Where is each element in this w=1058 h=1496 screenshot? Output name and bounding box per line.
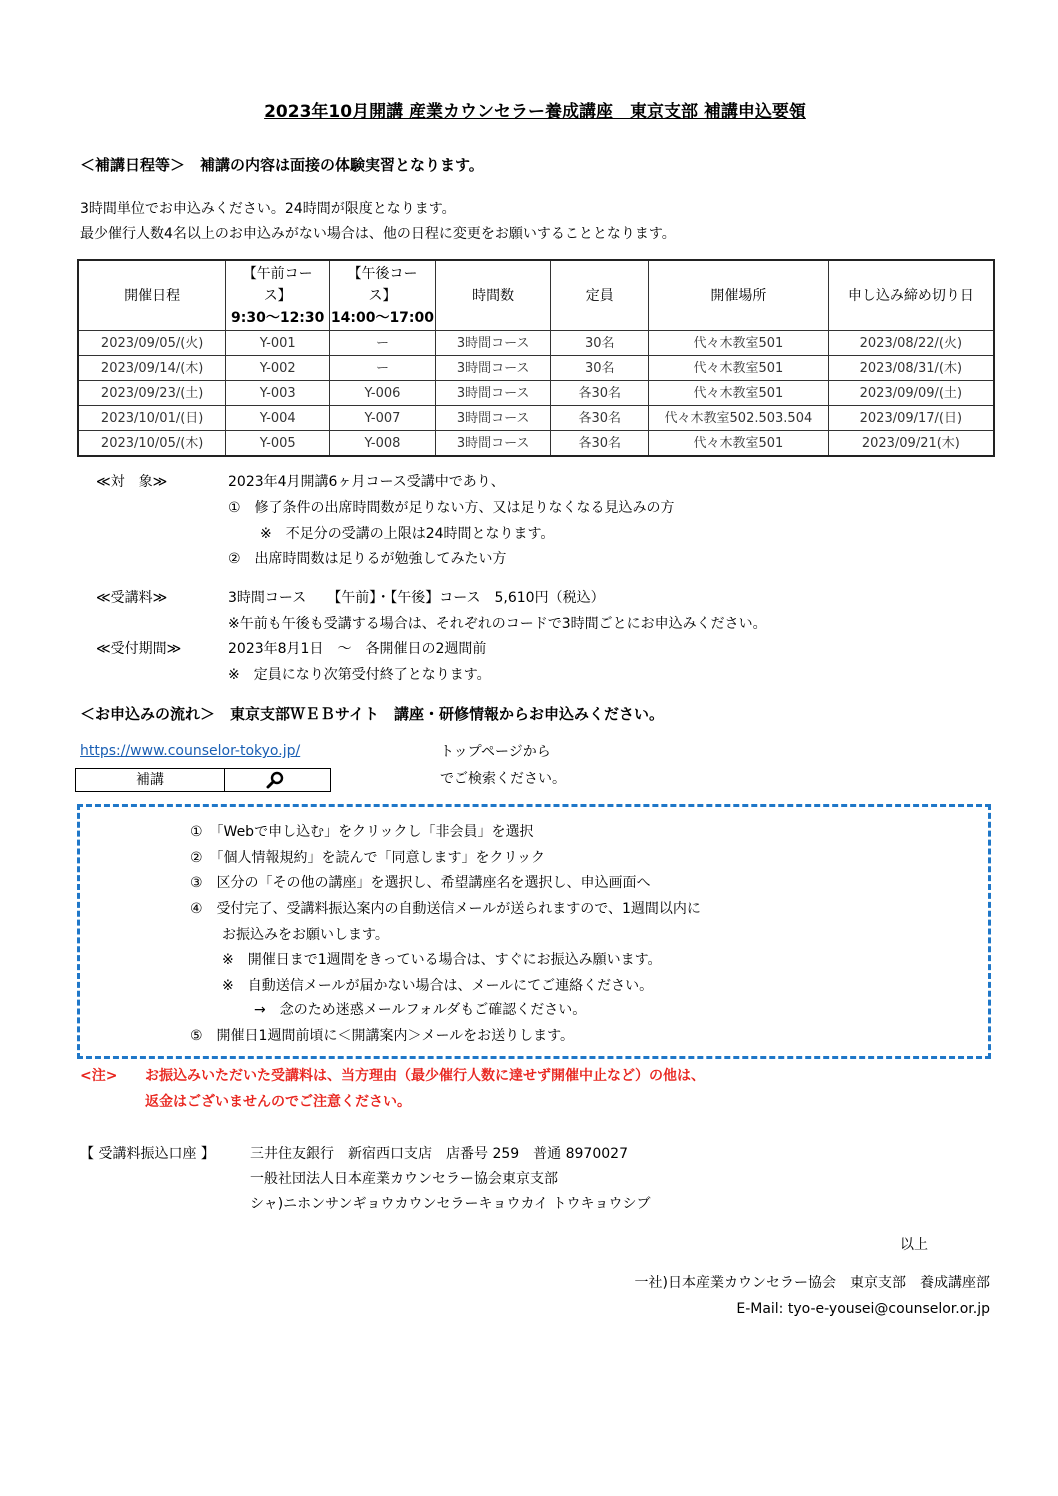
header-pm-line-1: 【午後コー — [347, 265, 418, 282]
cell-pm-code: ー — [330, 356, 436, 381]
schedule-table — [77, 259, 995, 457]
cell-date: 2023/10/05/(木) — [78, 431, 226, 457]
step-1: ① 「Webで申し込む」をクリックし「非会員」を選択 — [190, 824, 534, 840]
step-2: ② 「個人情報規約」を読んで「同意します」をクリック — [190, 850, 545, 866]
cell-venue: 代々木教室501 — [649, 431, 829, 457]
cell-deadline: 2023/09/09/(土) — [828, 381, 994, 406]
header-am-line-1: 【午前コー — [242, 265, 313, 282]
search-instruction: でご検索ください。 — [440, 771, 566, 787]
target-label: ≪対 象≫ — [96, 474, 168, 490]
flow-heading: ＜お申込みの流れ＞ 東京支部ＷＥＢサイト 講座・研修情報からお申込みください。 — [80, 705, 664, 723]
target-note: ※ 不足分の受講の上限は24時間となります。 — [260, 526, 555, 542]
search-keyword: 補講 — [76, 769, 225, 791]
header-hours: 時間数 — [435, 260, 551, 331]
step-4: ④ 受付完了、受講料振込案内の自動送信メールが送られますので、1週間以内に — [190, 901, 701, 917]
cell-capacity: 30名 — [551, 331, 649, 356]
cell-date: 2023/09/05/(火) — [78, 331, 226, 356]
cell-hours: 3時間コース — [435, 406, 551, 431]
bank-line-1: 三井住友銀行 新宿西口支店 店番号 259 普通 8970027 — [250, 1146, 628, 1162]
magnifier-icon[interactable] — [225, 769, 330, 791]
cell-am-code: Y-005 — [226, 431, 330, 457]
website-link[interactable]: https://www.counselor-tokyo.jp/ — [80, 743, 301, 759]
header-pm-course — [330, 260, 436, 331]
cell-pm-code: Y-006 — [330, 381, 436, 406]
step-4-continued: お振込みをお願いします。 — [222, 927, 389, 943]
step-3: ③ 区分の「その他の講座」を選択し、希望講座名を選択し、申込画面へ — [190, 875, 651, 891]
header-am-line-2: ス】 — [263, 287, 292, 304]
schedule-heading: ＜補講日程等＞ 補講の内容は面接の体験実習となります。 — [80, 156, 484, 174]
table-row — [78, 406, 994, 431]
target-item-1: ① 修了条件の出席時間数が足りない方、又は足りなくなる見込みの方 — [228, 500, 675, 516]
cell-venue: 代々木教室501 — [649, 331, 829, 356]
footer-email: E-Mail: tyo-e-yousei@counselor.or.jp — [736, 1301, 990, 1317]
intro-line-1: 3時間単位でお申込みください。24時間が限度となります。 — [80, 201, 456, 217]
cell-hours: 3時間コース — [435, 356, 551, 381]
top-page-text: トップページから — [440, 744, 551, 760]
cell-deadline: 2023/09/21(木) — [828, 431, 994, 457]
cell-venue: 代々木教室501 — [649, 381, 829, 406]
table-header-row — [78, 260, 994, 331]
intro-line-2: 最少催行人数4名以上のお申込みがない場合は、他の日程に変更をお願いすることとなります。 — [80, 226, 676, 242]
header-am-course — [226, 260, 330, 331]
application-steps-box — [77, 804, 991, 1059]
step-note-3: → 念のため迷惑メールフォルダもご確認ください。 — [254, 1002, 587, 1018]
table-row — [78, 331, 994, 356]
cell-date: 2023/09/14/(木) — [78, 356, 226, 381]
caution-line-2: 返金はございませんのでご注意ください。 — [145, 1094, 411, 1110]
closing-text: 以上 — [900, 1237, 928, 1253]
fee-line: 3時間コース 【午前】・【午後】コース 5,610円（税込） — [228, 590, 605, 606]
table-row — [78, 356, 994, 381]
cell-venue: 代々木教室501 — [649, 356, 829, 381]
bank-label: 【 受講料振込口座 】 — [80, 1146, 215, 1162]
cell-venue: 代々木教室502.503.504 — [649, 406, 829, 431]
table-row — [78, 381, 994, 406]
cell-deadline: 2023/09/17/(日) — [828, 406, 994, 431]
target-line: 2023年4月開講6ヶ月コース受講中であり、 — [228, 474, 505, 490]
cell-capacity: 各30名 — [551, 431, 649, 457]
page-title: 2023年10月開講 産業カウンセラー養成講座 東京支部 補講申込要領 — [264, 102, 806, 122]
step-note-2: ※ 自動送信メールが届かない場合は、メールにてご連絡ください。 — [222, 978, 654, 994]
cell-am-code: Y-003 — [226, 381, 330, 406]
cell-hours: 3時間コース — [435, 381, 551, 406]
cell-hours: 3時間コース — [435, 431, 551, 457]
header-deadline: 申し込み締め切り日 — [828, 260, 994, 331]
bank-line-3: シャ)ニホンサンギョウカウンセラーキョウカイ トウキョウシブ — [250, 1196, 651, 1212]
cell-deadline: 2023/08/22/(火) — [828, 331, 994, 356]
footer-organization: 一社)日本産業カウンセラー協会 東京支部 養成講座部 — [634, 1275, 990, 1291]
header-date: 開催日程 — [78, 260, 226, 331]
search-box[interactable] — [75, 768, 331, 792]
bank-line-2: 一般社団法人日本産業カウンセラー協会東京支部 — [250, 1171, 558, 1187]
cell-am-code: Y-002 — [226, 356, 330, 381]
cell-am-code: Y-001 — [226, 331, 330, 356]
cell-hours: 3時間コース — [435, 331, 551, 356]
cell-pm-code: ー — [330, 331, 436, 356]
caution-line-1: お振込みいただいた受講料は、当方理由（最少催行人数に達せず開催中止など）の他は、 — [145, 1068, 705, 1084]
table-row — [78, 431, 994, 457]
cell-pm-code: Y-007 — [330, 406, 436, 431]
cell-capacity: 各30名 — [551, 381, 649, 406]
cell-date: 2023/09/23/(土) — [78, 381, 226, 406]
header-pm-line-2: ス】 — [368, 287, 397, 304]
cell-capacity: 各30名 — [551, 406, 649, 431]
cell-capacity: 30名 — [551, 356, 649, 381]
header-am-time: 9:30～12:30 — [231, 309, 325, 326]
cell-am-code: Y-004 — [226, 406, 330, 431]
cell-date: 2023/10/01/(日) — [78, 406, 226, 431]
period-label: ≪受付期間≫ — [96, 641, 182, 657]
cell-pm-code: Y-008 — [330, 431, 436, 457]
target-item-2: ② 出席時間数は足りるが勉強してみたい方 — [228, 551, 507, 567]
caution-label: <注> — [80, 1068, 118, 1084]
cell-deadline: 2023/08/31/(木) — [828, 356, 994, 381]
step-note-1: ※ 開催日まで1週間をきっている場合は、すぐにお振込み願います。 — [222, 952, 662, 968]
header-venue: 開催場所 — [649, 260, 829, 331]
fee-note: ※午前も午後も受講する場合は、それぞれのコードで3時間ごとにお申込みください。 — [228, 616, 767, 632]
step-5: ⑤ 開催日1週間前頃に＜開講案内＞メールをお送りします。 — [190, 1028, 575, 1044]
header-pm-time: 14:00～17:00 — [330, 309, 435, 326]
header-capacity: 定員 — [551, 260, 649, 331]
period-note: ※ 定員になり次第受付終了となります。 — [228, 667, 491, 683]
fee-label: ≪受講料≫ — [96, 590, 168, 606]
period-line: 2023年8月1日 ～ 各開催日の2週間前 — [228, 641, 487, 657]
